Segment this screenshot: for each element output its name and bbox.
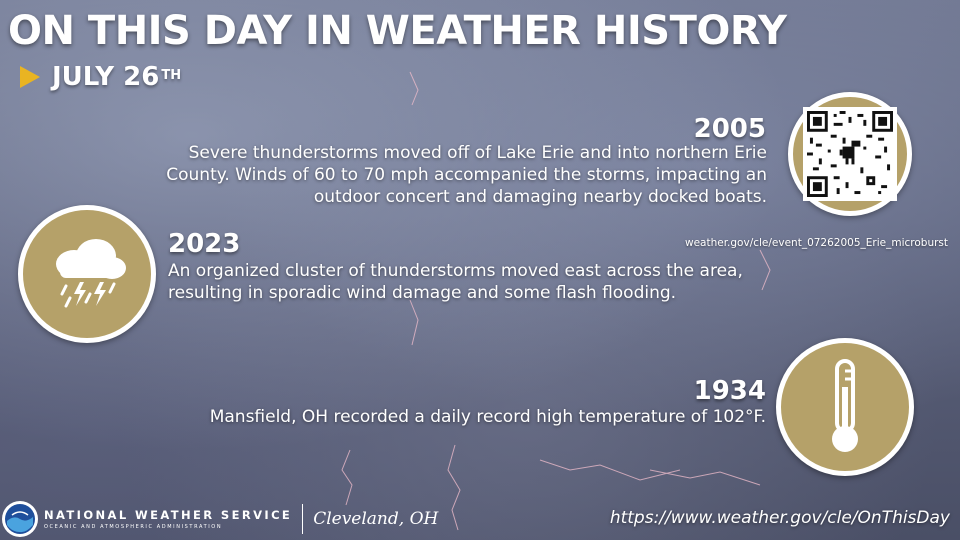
event-description-2005: Severe thunderstorms moved off of Lake Erie and into northern Erie County. Winds of 60 to 70 mph accompanied the storms, impacting an outdoor concert and damaging nearby docked boats. bbox=[166, 143, 767, 207]
event-year-2023: 2023 bbox=[168, 229, 241, 259]
play-arrow-icon bbox=[20, 66, 40, 88]
nws-branding bbox=[2, 501, 438, 537]
qr-code-icon[interactable] bbox=[803, 107, 897, 201]
event-description-1934: Mansfield, OH recorded a daily record high temperature of 102°F. bbox=[209, 407, 766, 427]
qr-code-badge[interactable] bbox=[788, 92, 912, 216]
thermometer-badge bbox=[776, 338, 914, 476]
event-link[interactable]: weather.gov/cle/event_07262005_Erie_microburst bbox=[684, 237, 948, 249]
date-suffix: TH bbox=[161, 67, 182, 83]
event-description-2023: An organized cluster of thunderstorms moved east across the area, resulting in sporadic wind damage and some flash flooding. bbox=[168, 261, 743, 303]
date-heading bbox=[20, 62, 181, 92]
event-year-1934: 1934 bbox=[693, 376, 766, 406]
date-text: JULY 26 bbox=[52, 62, 160, 92]
thermometer-icon bbox=[825, 357, 865, 457]
agency-name: NATIONAL WEATHER SERVICE bbox=[44, 508, 293, 522]
thunderstorm-badge bbox=[18, 205, 156, 343]
office-name: Cleveland, OH bbox=[313, 509, 439, 529]
noaa-logo-icon bbox=[2, 501, 38, 537]
page-title: ON THIS DAY IN WEATHER HISTORY bbox=[8, 8, 787, 54]
event-year-2005: 2005 bbox=[693, 114, 766, 144]
footer-divider bbox=[302, 504, 303, 534]
agency-subtitle: OCEANIC AND ATMOSPHERIC ADMINISTRATION bbox=[44, 524, 223, 530]
thunderstorm-cloud-icon bbox=[44, 234, 130, 314]
footer-url-link[interactable]: https://www.weather.gov/cle/OnThisDay bbox=[609, 508, 950, 528]
